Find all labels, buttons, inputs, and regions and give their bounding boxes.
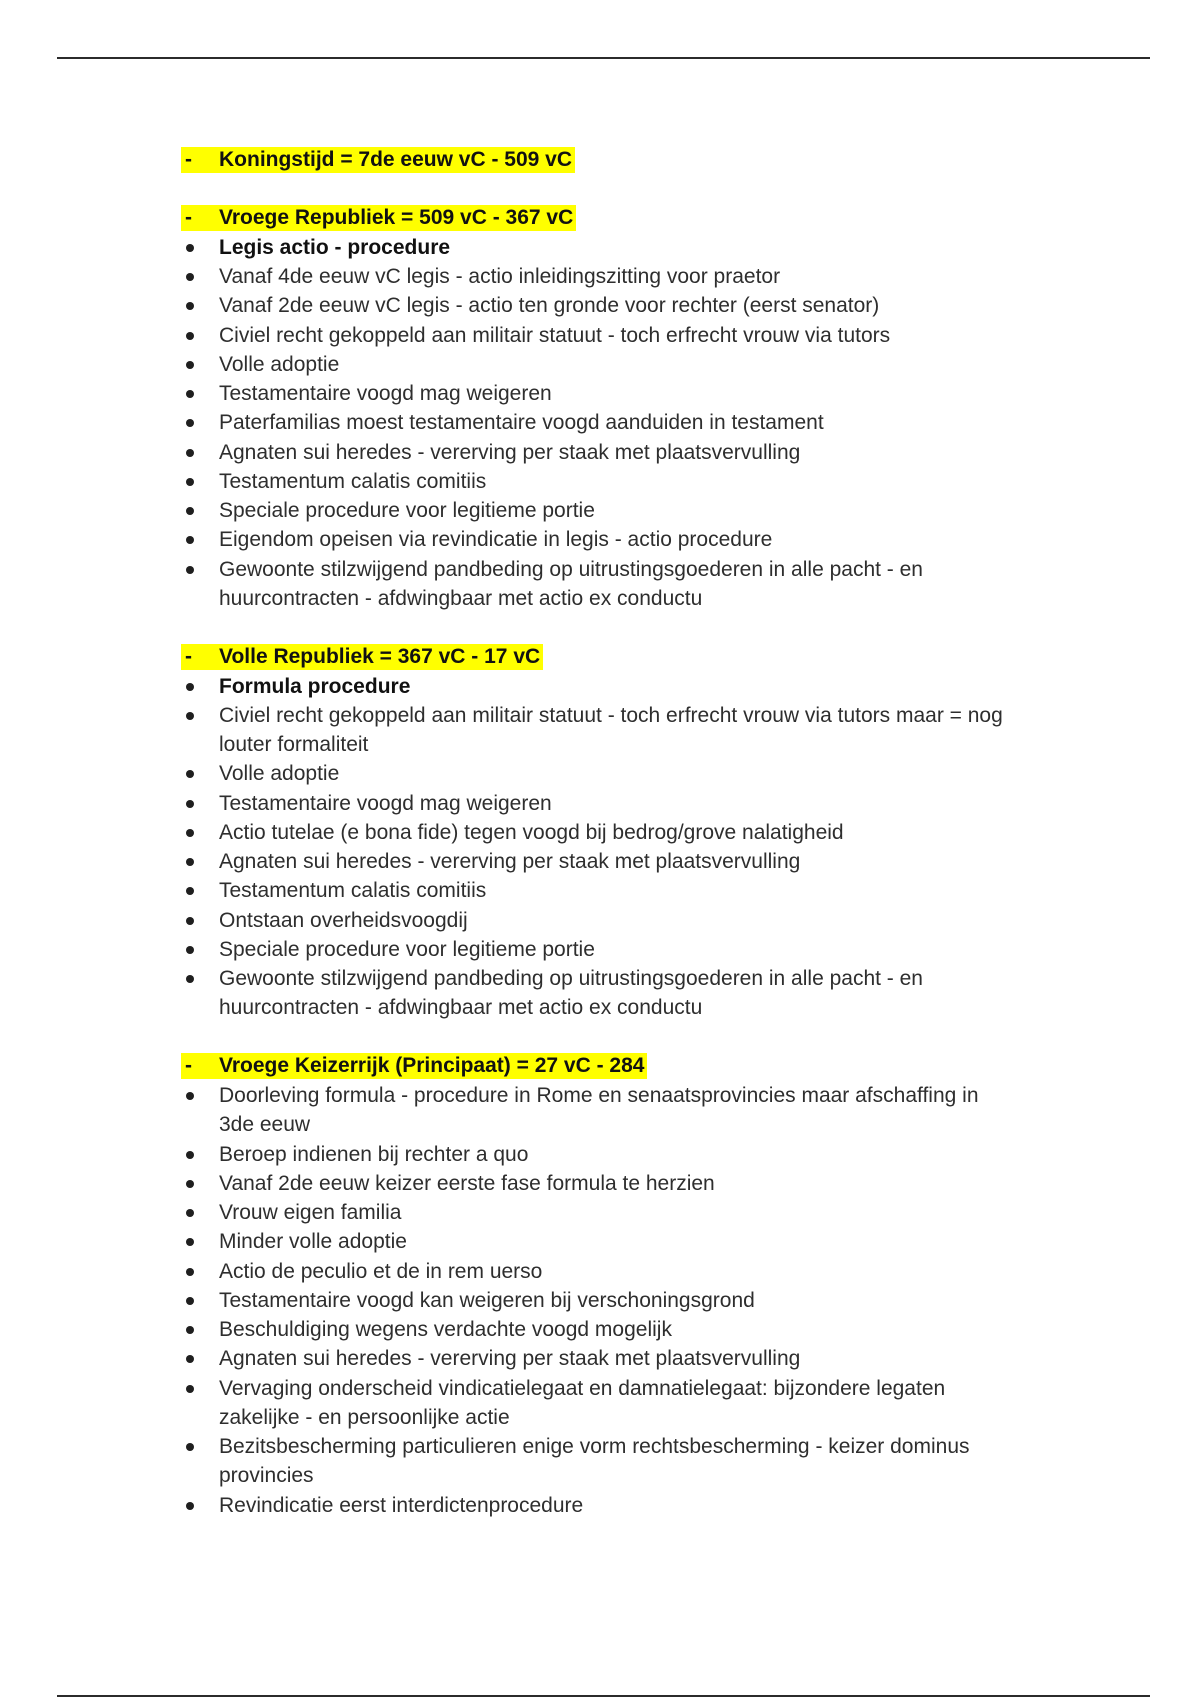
list-item-line: Doorleving formula - procedure in Rome en senaatsprovincies maar afschaffing in	[219, 1084, 979, 1107]
bullet-icon	[186, 1209, 194, 1217]
bullet-icon	[186, 478, 194, 486]
list-item	[0, 847, 1200, 876]
section-koningstijd	[0, 145, 1200, 174]
list-item-line: huurcontracten - afdwingbaar met actio ex conductu	[219, 996, 703, 1020]
list-item-line: Eigendom opeisen via revindicatie in legis - actio procedure	[219, 528, 773, 552]
bullet-icon	[186, 1180, 194, 1188]
list-item-line: Testamentaire voogd mag weigeren	[219, 382, 552, 405]
list-item-line: Vervaging onderscheid vindicatielegaat en damnatielegaat: bijzondere legaten	[219, 1376, 946, 1400]
list-item-line: Testamentaire voogd kan weigeren bij verschoningsgrond	[219, 1288, 755, 1312]
highlighted-heading	[181, 1053, 647, 1079]
list-item	[0, 555, 1200, 614]
bullet-icon	[186, 566, 194, 574]
list-item-line: Revindicatie eerst interdictenprocedure	[219, 1493, 584, 1517]
list-item	[0, 1257, 1200, 1286]
list-item	[0, 233, 1200, 262]
section-title: Vroege Republiek = 509 vC - 367 vC	[219, 206, 574, 230]
list-item-line: Agnaten sui heredes - vererving per staak met plaatsvervulling	[219, 850, 801, 873]
list-item-line: Speciale procedure voor legitieme portie	[219, 937, 595, 961]
section-title: Volle Republiek = 367 vC - 17 vC	[219, 644, 541, 668]
list-item-line: 3de eeuw	[219, 1113, 311, 1137]
list-item-line: Volle adoptie	[219, 762, 340, 786]
list-item-line: Testamentum calatis comitiis	[219, 469, 487, 493]
list-item	[0, 262, 1200, 291]
list-item-line: Actio tutelae (e bona fide) tegen voogd bij bedrog/grove nalatigheid	[219, 820, 844, 844]
list-item-line: Vanaf 2de eeuw keizer eerste fase formula te herzien	[219, 1171, 715, 1195]
highlighted-heading	[181, 147, 575, 173]
bullet-icon	[186, 1297, 194, 1305]
list-item-line: Civiel recht gekoppeld aan militair statuut - toch erfrecht vrouw via tutors	[219, 323, 891, 347]
bullet-icon	[186, 975, 194, 983]
list-item-line: Civiel recht gekoppeld aan militair statuut - toch erfrecht vrouw via tutors maar = nog	[219, 703, 1003, 727]
list-item-line: Testamentaire voogd mag weigeren	[219, 791, 552, 815]
bullet-icon	[186, 1092, 194, 1100]
list-item-line: Agnaten sui heredes - vererving per staak met plaatsvervulling	[219, 440, 801, 464]
list-item	[0, 789, 1200, 818]
bullet-icon	[186, 683, 194, 691]
list-item-line: Actio de peculio et de in rem uerso	[219, 1259, 543, 1283]
section-header	[0, 642, 1200, 671]
list-item	[0, 1374, 1200, 1433]
list-item-line: louter formaliteit	[219, 733, 369, 756]
bullet-icon	[186, 1443, 194, 1451]
list-item-line: Formula procedure	[219, 674, 411, 698]
list-item	[0, 964, 1200, 1023]
section-title: Vroege Keizerrijk (Principaat) = 27 vC - 284	[219, 1054, 645, 1078]
list-item-line: Bezitsbescherming particulieren enige vorm rechtsbescherming - keizer dominus	[219, 1435, 970, 1458]
header-rule	[57, 57, 1150, 59]
list-item-line: Beroep indienen bij rechter a quo	[219, 1142, 529, 1166]
dash-marker: -	[185, 644, 192, 668]
bullet-icon	[186, 1502, 194, 1510]
list-item	[0, 906, 1200, 935]
bullet-icon	[186, 273, 194, 281]
list-item	[0, 701, 1200, 760]
dash-marker: -	[185, 1054, 192, 1078]
list-item-line: Testamentum calatis comitiis	[219, 879, 487, 903]
section-vroege-keizerrijk	[0, 1052, 1200, 1520]
list-item	[0, 1491, 1200, 1520]
list-item-line: Gewoonte stilzwijgend pandbeding op uitrustingsgoederen in alle pacht - en	[219, 967, 923, 990]
list-item	[0, 1140, 1200, 1169]
list-item-line: Vrouw eigen familia	[219, 1201, 402, 1224]
list-item-line: Agnaten sui heredes - vererving per staak met plaatsvervulling	[219, 1347, 801, 1371]
list-item-line: Ontstaan overheidsvoogdij	[219, 908, 468, 932]
bullet-icon	[186, 1385, 194, 1393]
bullet-icon	[186, 1268, 194, 1276]
section-title: Koningstijd = 7de eeuw vC - 509 vC	[219, 147, 573, 171]
bullet-icon	[186, 1326, 194, 1334]
list-item	[0, 467, 1200, 496]
bullet-icon	[186, 244, 194, 252]
bullet-icon	[186, 1151, 194, 1159]
bullet-icon	[186, 332, 194, 340]
list-item	[0, 935, 1200, 964]
list-item-line: Volle adoptie	[219, 352, 340, 376]
highlighted-heading	[181, 644, 543, 670]
footer-rule	[57, 1695, 1150, 1697]
bullet-icon	[186, 390, 194, 398]
bullet-icon	[186, 917, 194, 925]
bullet-icon	[186, 712, 194, 720]
section-header	[0, 145, 1200, 174]
list-item	[0, 321, 1200, 350]
bullet-icon	[186, 507, 194, 515]
list-item-line: Paterfamilias moest testamentaire voogd aanduiden in testament	[219, 411, 824, 435]
list-item	[0, 350, 1200, 379]
list-item-line: Minder volle adoptie	[219, 1230, 407, 1254]
list-item	[0, 818, 1200, 847]
list-item	[0, 1344, 1200, 1373]
document-body	[0, 145, 1200, 1520]
bullet-icon	[186, 449, 194, 457]
highlighted-heading	[181, 205, 576, 231]
bullet-icon	[186, 361, 194, 369]
list-item	[0, 379, 1200, 408]
list-item-line: Vanaf 4de eeuw vC legis - actio inleidingszitting voor praetor	[219, 265, 781, 288]
list-item	[0, 1432, 1200, 1491]
list-item	[0, 1081, 1200, 1140]
bullet-icon	[186, 858, 194, 866]
list-item	[0, 496, 1200, 525]
dash-marker: -	[185, 147, 192, 171]
list-item-line: zakelijke - en persoonlijke actie	[219, 1405, 510, 1429]
list-item	[0, 1227, 1200, 1256]
bullet-icon	[186, 946, 194, 954]
list-item-line: Beschuldiging wegens verdachte voogd mogelijk	[219, 1318, 672, 1341]
dash-marker: -	[185, 206, 192, 230]
list-item-line: Vanaf 2de eeuw vC legis - actio ten gronde voor rechter (eerst senator)	[219, 294, 880, 318]
bullet-icon	[186, 800, 194, 808]
list-item	[0, 1286, 1200, 1315]
bullet-icon	[186, 829, 194, 837]
section-header	[0, 1052, 1200, 1081]
list-item	[0, 876, 1200, 905]
section-vroege-republiek	[0, 204, 1200, 614]
list-item	[0, 525, 1200, 554]
list-item	[0, 1198, 1200, 1227]
list-item-line: Speciale procedure voor legitieme portie	[219, 499, 595, 522]
list-item	[0, 672, 1200, 701]
list-item-line: huurcontracten - afdwingbaar met actio ex conductu	[219, 586, 703, 610]
list-item-line: Gewoonte stilzwijgend pandbeding op uitrustingsgoederen in alle pacht - en	[219, 557, 923, 581]
list-item	[0, 1169, 1200, 1198]
list-item	[0, 1315, 1200, 1344]
section-volle-republiek	[0, 642, 1200, 1022]
section-header	[0, 204, 1200, 233]
list-item-line: Legis actio - procedure	[219, 235, 451, 259]
list-item	[0, 291, 1200, 320]
list-item	[0, 438, 1200, 467]
list-item-line: provincies	[219, 1464, 314, 1488]
list-item	[0, 759, 1200, 788]
list-item	[0, 408, 1200, 437]
